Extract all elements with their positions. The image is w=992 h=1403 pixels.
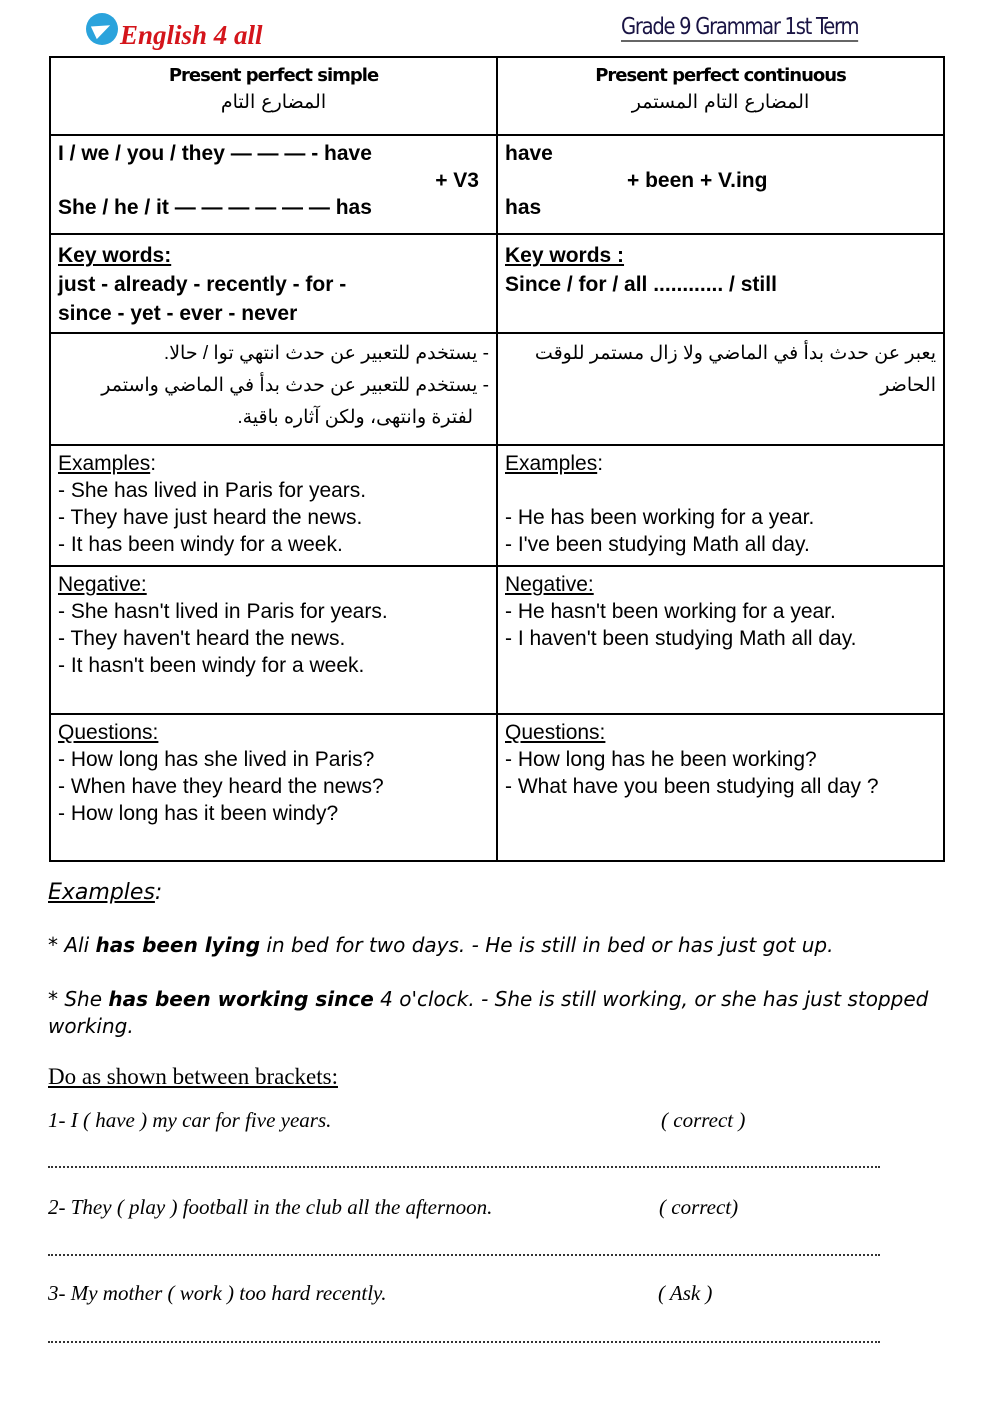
negative-line: - It hasn't been windy for a week. xyxy=(58,654,365,677)
col1-keywords xyxy=(50,234,497,333)
answer-line-2[interactable] xyxy=(48,1254,880,1256)
col1-title: Present perfect simple xyxy=(168,65,379,86)
negative-line: - I haven't been studying Math all day. xyxy=(505,627,857,650)
col1-header xyxy=(50,57,497,135)
col2-form xyxy=(497,135,944,234)
example-line: - He has been working for a year. xyxy=(505,506,815,529)
col1-usage xyxy=(50,333,497,445)
negative-line: - He hasn't been working for a year. xyxy=(505,600,836,623)
col2-title: Present perfect continuous xyxy=(595,65,846,86)
col2-usage xyxy=(497,333,944,445)
example-line: - I've been studying Math all day. xyxy=(505,533,810,556)
question-line: - How long has it been windy? xyxy=(58,802,339,825)
negative-label: Negative: xyxy=(58,573,147,596)
questions-label: Questions: xyxy=(505,721,606,744)
col2-negative xyxy=(497,566,944,714)
exercise-hint-2: ( correct) xyxy=(659,1195,739,1219)
exercise-heading: Do as shown between brackets: xyxy=(48,1064,338,1089)
example-line: - She has lived in Paris for years. xyxy=(58,479,367,502)
keywords-label: Key words : xyxy=(505,244,625,267)
usage-line: لفترة وانتهى، ولكن آثاره باقية. xyxy=(237,407,473,428)
negative-line: - She hasn't lived in Paris for years. xyxy=(58,600,388,623)
page-title: Grade 9 Grammar 1st Term xyxy=(621,14,859,40)
col2-title-ar: المضارع التام المستمر xyxy=(631,91,810,113)
question-line: - How long has she lived in Paris? xyxy=(58,748,375,771)
example-line: - It has been windy for a week. xyxy=(58,533,343,556)
usage-line: يعبر عن حدث بدأ في الماضي ولا زال مستمر للوقت الحاضر xyxy=(534,343,936,396)
keywords-label: Key words: xyxy=(58,244,172,267)
form-line: She / he / it — — — — — — has xyxy=(58,196,372,219)
keywords-line: Since / for / all ............ / still xyxy=(505,273,777,296)
grammar-table xyxy=(49,56,945,862)
col1-form xyxy=(50,135,497,234)
col1-questions xyxy=(50,714,497,861)
brand-name: English 4 all xyxy=(120,20,263,50)
example-line: - They have just heard the news. xyxy=(58,506,363,529)
col1-examples: Examples: - She has lived in Paris for years. - They have just heard the news. - It has been windy for a week. xyxy=(50,445,497,566)
usage-line: - يستخدم للتعبير عن حدث انتهي توا / حالا. xyxy=(163,343,489,364)
col2-questions xyxy=(497,714,944,861)
form-line: I / we / you / they — — — - have xyxy=(58,142,372,165)
form-line: has xyxy=(505,196,542,219)
exercise-question-3: 3- My mother ( work ) too hard recently. xyxy=(48,1281,387,1305)
exercise-question-1: 1- I ( have ) my car for five years. xyxy=(48,1108,332,1132)
example-sentence-2: * She has been working since 4 o'clock. - She is still working, or she has just stopped working. xyxy=(48,987,929,1038)
negative-line: - They haven't heard the news. xyxy=(58,627,346,650)
form-line: + V3 xyxy=(435,169,479,192)
exercise-question-2: 2- They ( play ) football in the club all the afternoon. xyxy=(48,1195,493,1219)
col2-examples: Examples: - He has been working for a year. - I've been studying Math all day. xyxy=(497,445,944,566)
question-line: - When have they heard the news? xyxy=(58,775,384,798)
question-line: - How long has he been working? xyxy=(505,748,817,771)
examples-label: Examples xyxy=(505,452,598,475)
keywords-line: since - yet - ever - never xyxy=(58,302,298,325)
negative-label: Negative: xyxy=(505,573,594,596)
form-line: have xyxy=(505,142,553,165)
exercise-hint-3: ( Ask ) xyxy=(658,1281,713,1305)
usage-line: - يستخدم للتعبير عن حدث بدأ في الماضي واستمر xyxy=(101,375,489,396)
col2-keywords xyxy=(497,234,944,333)
keywords-line: just - already - recently - for - xyxy=(58,273,347,296)
question-line: - What have you been studying all day ? xyxy=(505,775,879,798)
answer-line-3[interactable] xyxy=(48,1341,880,1343)
examples-label: Examples xyxy=(58,452,151,475)
answer-line-1[interactable] xyxy=(48,1166,880,1168)
col1-negative xyxy=(50,566,497,714)
col2-header xyxy=(497,57,944,135)
example-sentence-1: * Ali has been lying in bed for two days. - He is still in bed or has just got up. xyxy=(48,933,834,957)
exercise-hint-1: ( correct ) xyxy=(661,1108,746,1132)
examples-heading: Examples: xyxy=(48,880,163,905)
brand-logo xyxy=(86,6,263,51)
col1-title-ar: المضارع التام xyxy=(220,91,327,113)
telegram-icon xyxy=(86,13,118,45)
questions-label: Questions: xyxy=(58,721,159,744)
form-line: + been + V.ing xyxy=(627,169,768,192)
